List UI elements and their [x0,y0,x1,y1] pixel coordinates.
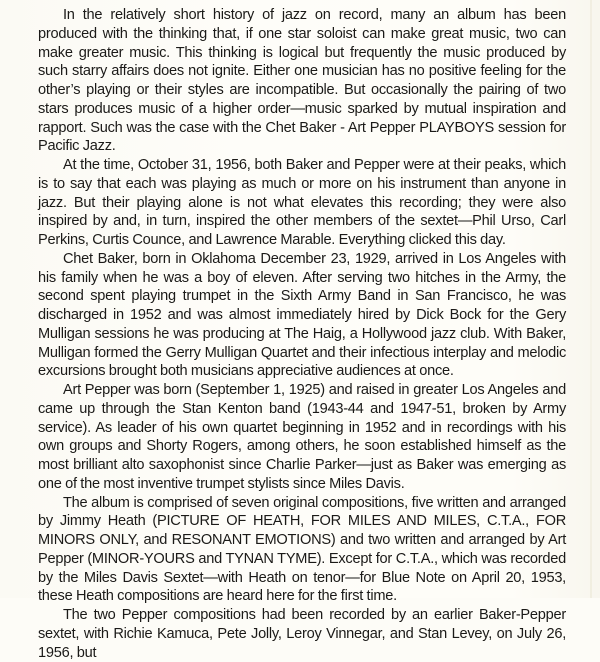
page-edge-shadow [590,0,592,598]
liner-notes-text [38,6,566,662]
paragraph-art-pepper-bio: Art Pepper was born (September 1, 1925) and raised in greater Los Angeles and came up through the Stan Kenton band (1943-44 and 1947-51, broken by Army service). As leader of his own quartet beginning in 1952 and in recordings with his own groups and Shorty Rogers, among others, he soon established himself as the most brilliant alto saxophonist since Charlie Parker—just as Baker was emerging as one of the most inventive trumpet stylists since Miles Davis. [38,382,566,492]
paragraph-intro: In the relatively short history of jazz on record, many an album has been produced with the thinking that, if one star soloist can make great music, two can make greater music. This thinking is logical but frequently the music produced by such starry affairs does not ignite. Either one musician has no positive feeling for the other’s playing or their styles are incompatible. But occasionally the pairing of two stars produces music of a higher order—music sparked by mutual inspiration and rapport. Such was the case with the Chet Baker - Art Pepper PLAYBOYS session for Pacific Jazz. [38,7,566,155]
paragraph-session-date: At the time, October 31, 1956, both Baker and Pepper were at their peaks, which is to say that each was playing as much or more on his instrument than anyone in jazz. But their playing alone is not what elevates this recording; they were also inspired by and, in turn, inspired the other members of the sextet—Phil Urso, Carl Perkins, Curtis Counce, and Lawrence Marable. Everything clicked this day. [38,157,566,248]
paragraph-compositions: The album is comprised of seven original compositions, five written and arranged by Jimmy Heath (PICTURE OF HEATH, FOR MILES AND MILES, C.T.A., FOR MINORS ONLY, and RESONANT EMOTIONS) and two written and arranged by Art Pepper (MINOR-YOURS and TYNAN TYME). Except for C.T.A., which was recorded by the Miles Davis Sextet—with Heath on tenor—for Blue Note on April 20, 1953, these Heath compositions are heard here for the first time. [38,494,566,605]
paragraph-pepper-compositions: The two Pepper compositions had been recorded by an earlier Baker-Pepper sextet, with Richie Kamuca, Pete Jolly, Leroy Vinnegar, and Stan Levey, on July 26, 1956, but [38,607,566,661]
paragraph-chet-baker-bio: Chet Baker, born in Oklahoma December 23, 1929, arrived in Los Angeles with his family when he was a boy of eleven. After serving two hitches in the Army, the second spent playing trumpet in the Sixth Army Band in San Francisco, he was discharged in 1952 and was almost immediately hired by Dick Bock for the Gery Mulligan sessions he was producing at The Haig, a Hollywood jazz club. With Baker, Mulligan formed the Gerry Mulligan Quartet and their infectious interplay and melodic excursions brought both musicians appreciative audiences at once. [38,250,566,380]
